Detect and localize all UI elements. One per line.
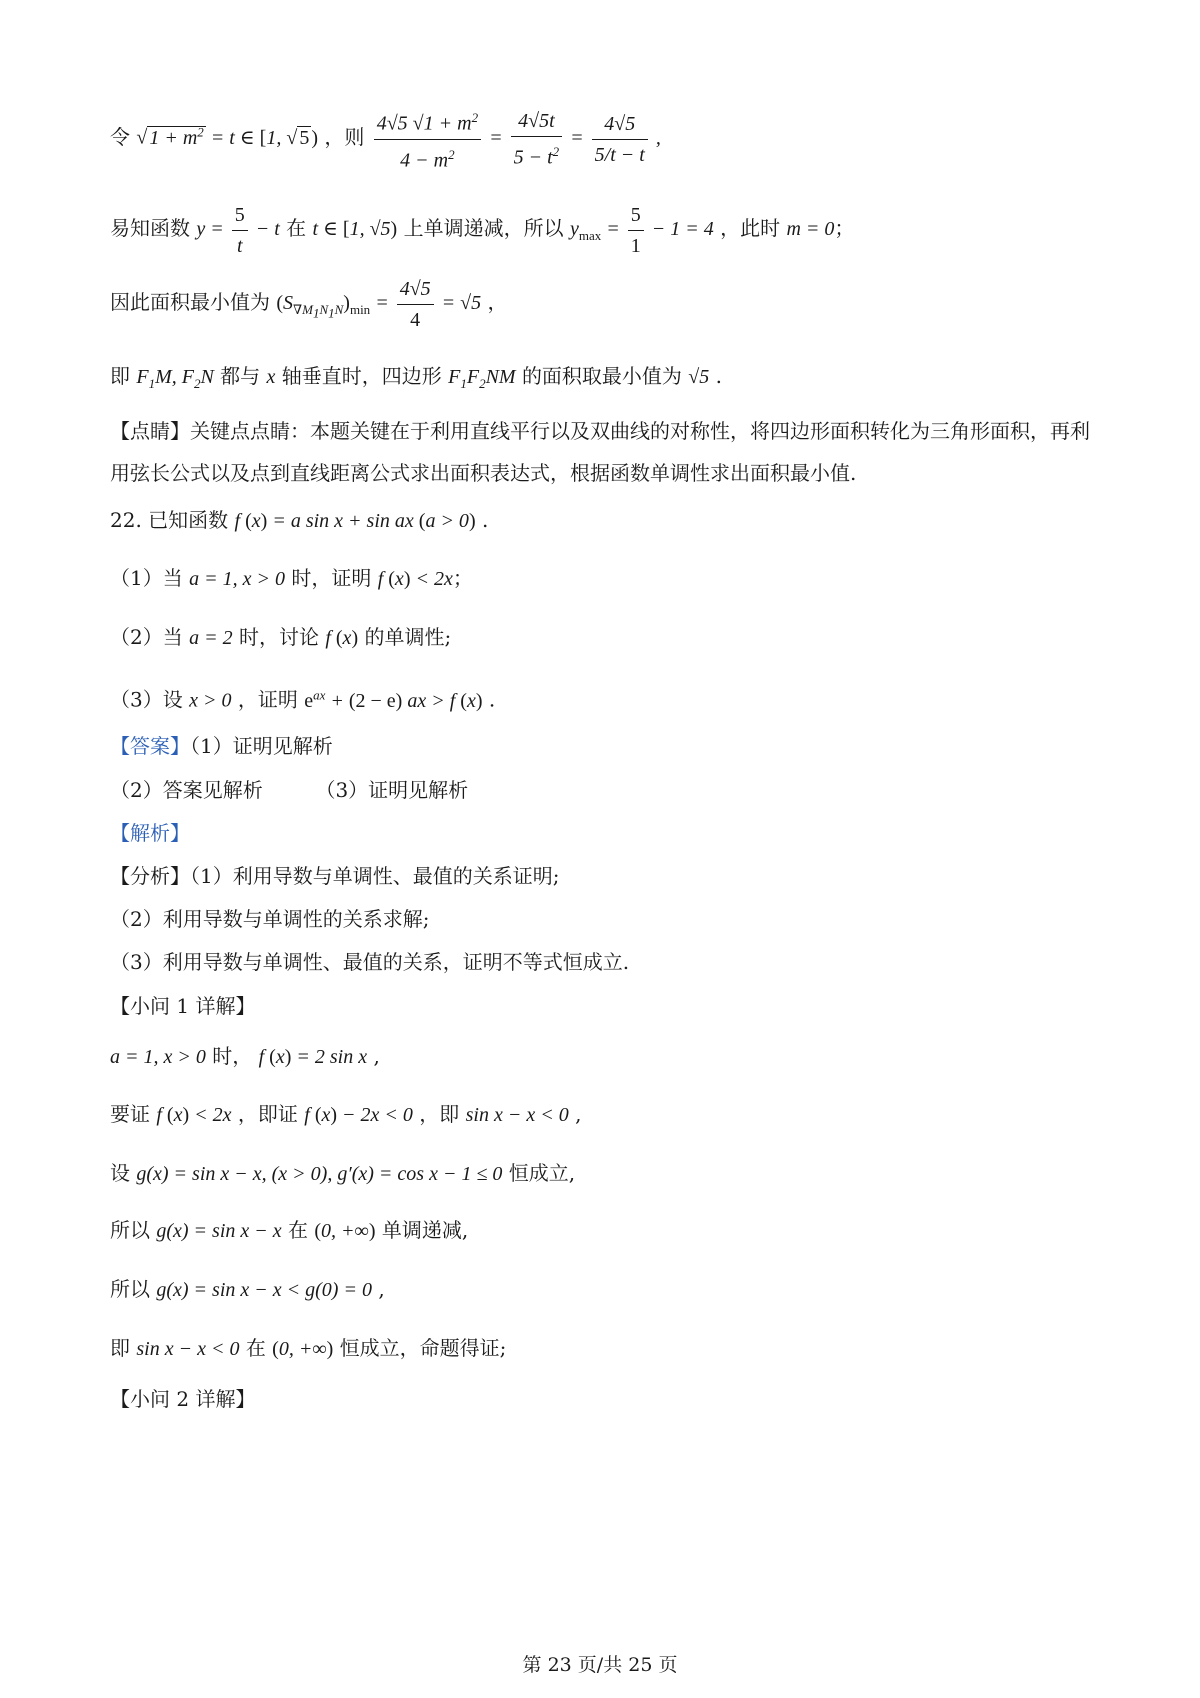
- formula-q3-condition: x > 0: [189, 689, 232, 712]
- formula-quadrilateral: $F_1F_2NM$: [448, 366, 516, 391]
- formula-sol-condition: a = 1, x > 0: [110, 1046, 206, 1068]
- formula-substitution: √ $1 + m^2 = t$ ∈ [1, √ 5 ): [136, 124, 318, 149]
- formula-min-area: $(S_{\nabla M_1N_1N})_{min}$ = $\frac{4√5}{4}$ = √5: [276, 292, 481, 314]
- formula-q3-claim: $e^{ax} + (2 - e)$ ax > f (x): [304, 687, 483, 712]
- formula-prove-1: f (x) < 2x: [156, 1104, 232, 1126]
- line-monotonic: 易知函数 y = $\frac{5}{t}$ − t 在 t ∈ [1, √5) 上单调递减，所以 $y_{max}$ = $\frac{5}{1}$ − 1 = 4 ，此时 m = 0；: [110, 200, 1090, 261]
- solution-line-4: 所以 g(x) = sin x − x 在 (0, +∞) 单调递减,: [110, 1218, 469, 1242]
- analysis-line-2: （2）利用导数与单调性的关系求解;: [110, 907, 430, 931]
- formula-function-y: y = $\frac{5}{t}$ − t: [196, 218, 279, 240]
- formula-final-interval: (0, +∞): [272, 1338, 334, 1360]
- key-point-note: 【点睛】关键点点睛：本题关键在于利用直线平行以及双曲线的对称性，将四边形面积转化为三角形面积，再利用弦长公式以及点到直线距离公式求出面积表达式，根据函数单调性求出面积最小值.: [110, 419, 1090, 485]
- analysis-line-1: 【分析】（1）利用导数与单调性、最值的关系证明;: [110, 864, 560, 888]
- formula-q2-fx: f (x): [325, 627, 359, 649]
- solution-line-3: 设 g(x) = sin x − x, (x > 0), g′(x) = cos x − 1 ≤ 0 恒成立,: [110, 1161, 576, 1185]
- formula-x-axis: x: [266, 366, 276, 388]
- formula-g-function: g(x) = sin x − x: [156, 1220, 282, 1242]
- formula-final-ineq: sin x − x < 0: [136, 1338, 240, 1360]
- formula-ymax: $y_{max}$ = $\frac{5}{1}$ − 1 = 4: [570, 218, 714, 240]
- answer-tag: 【答案】: [110, 734, 190, 758]
- question-2: （2）当 a = 2 时，讨论 f (x) 的单调性;: [110, 625, 452, 649]
- analysis-line-3: （3）利用导数与单调性、最值的关系，证明不等式恒成立.: [110, 950, 630, 974]
- formula-q1-claim: f (x) < 2x: [377, 568, 453, 590]
- answer-line-1: 【答案】（1）证明见解析: [110, 734, 333, 758]
- formula-fraction-chain: $\frac{4√5 √1 + m^2}{4 - m^2}$ = $\frac{4√5t}{5 - t^2}$ = $\frac{4√5}{5/t - t}$ ,: [371, 127, 661, 149]
- question-1: （1）当 a = 1, x > 0 时，证明 f (x) < 2x；: [110, 566, 473, 590]
- formula-prove-2: f (x) − 2x < 0: [304, 1104, 413, 1126]
- formula-g-definition: g(x) = sin x − x, (x > 0), g′(x) = cos x − 1 ≤ 0: [136, 1163, 503, 1185]
- formula-prove-3: sin x − x < 0: [465, 1104, 569, 1126]
- solution-line-1: a = 1, x > 0 时， f (x) = 2 sin x ,: [110, 1044, 380, 1068]
- formula-q1-condition: a = 1, x > 0: [189, 568, 285, 590]
- formula-lines-fm-fn: $F_1M$, $F_2N$: [136, 366, 214, 391]
- solution-line-2: 要证 f (x) < 2x ，即证 f (x) − 2x < 0 ，即 sin x − x < 0 ,: [110, 1102, 582, 1126]
- solution-line-6: 即 sin x − x < 0 在 (0, +∞) 恒成立，命题得证;: [110, 1336, 507, 1360]
- line-min-area: 因此面积最小值为 $(S_{\nabla M_1N_1N})_{min}$ = $\frac{4√5}{4}$ = √5 ，: [110, 274, 1090, 335]
- formula-interval-t: t ∈ [1, √5): [312, 218, 398, 241]
- question-3: （3）设 x > 0 ，证明 $e^{ax} + (2 - e)$ ax > f (x) .: [110, 687, 496, 712]
- formula-interval-positive: (0, +∞): [314, 1220, 376, 1242]
- line-substitution: 令 √ $1 + m^2 = t$ ∈ [1, √ 5 ) ，则 $\frac{4√5 √1 + m^2}{4 - m^2}$ = $\frac{4√5t}{5 - t^2}$ = $\frac{4√5}{5/t - t}$ ,: [110, 103, 1090, 175]
- sub-question-2-heading: 【小问 2 详解】: [110, 1387, 256, 1411]
- problem-22-statement: 22. 已知函数 f (x) = a sin x + sin ax (a > 0) .: [110, 508, 489, 532]
- formula-sqrt5: √5: [688, 366, 710, 388]
- answer-line-2: （2）答案见解析 （3）证明见解析: [110, 778, 469, 802]
- formula-fx-definition: f (x) = a sin x + sin ax (a > 0): [234, 510, 476, 532]
- formula-sol-fx: f (x) = 2 sin x: [258, 1046, 368, 1068]
- formula-q2-condition: a = 2: [189, 627, 233, 649]
- formula-m-zero: m = 0: [786, 218, 835, 241]
- solution-line-5: 所以 g(x) = sin x − x < g(0) = 0 ,: [110, 1277, 385, 1301]
- page-footer: 第 23 页/共 25 页: [522, 1654, 678, 1676]
- analysis-tag: 【解析】: [110, 821, 190, 845]
- line-conclusion: 即 $F_1M$, $F_2N$ 都与 x 轴垂直时，四边形 $F_1F_2NM$ 的面积取最小值为 √5 .: [110, 364, 722, 391]
- sub-question-1-heading: 【小问 1 详解】: [110, 994, 256, 1018]
- formula-g-bound: g(x) = sin x − x < g(0) = 0: [156, 1279, 372, 1301]
